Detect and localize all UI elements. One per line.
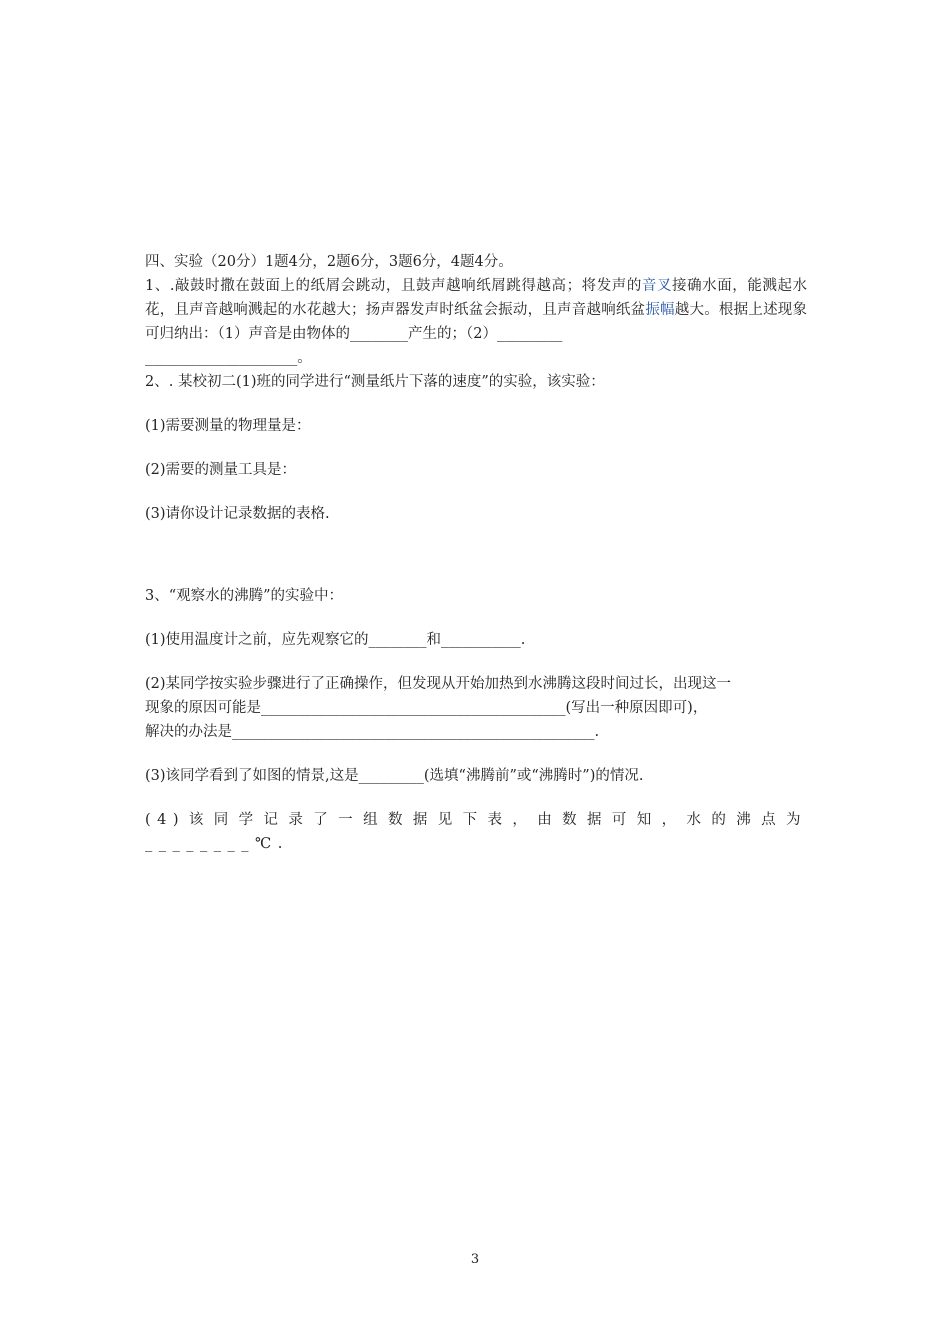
q3-item-4: (4)该同学记录了一组数据见下表，由数据可知，水的沸点为________℃.: [145, 812, 807, 852]
q2-item-1: (1)需要测量的物理量是：: [145, 418, 311, 434]
q3-item-2-line-3: 解决的办法是__________________________________________________.: [145, 724, 600, 740]
section-heading: 四、实验（20分）1题4分，2题6分，3题6分，4题4分。: [145, 254, 513, 270]
q1-text-a: 1、.敲鼓时撒在鼓面上的纸屑会跳动，且鼓声越响纸屑跳得越高；将发声的: [145, 278, 642, 294]
question-2-intro: 2、. 某校初二(1)班的同学进行“测量纸片下落的速度”的实验，该实验：: [145, 374, 605, 390]
link-amplitude[interactable]: 振幅: [645, 302, 675, 318]
q1-text-b: 接确水面，能溅起水花，且声音越响溅起的水花越大；扬声器发声时纸盆会振动，且声音越响纸盆: [145, 278, 807, 318]
q2-item-2: (2)需要的测量工具是：: [145, 462, 297, 478]
q3-item-2-line-2: 现象的原因可能是__________________________________________(写出一种原因即可)，: [145, 700, 708, 716]
q3-item-1: (1)使用温度计之前，应先观察它的________和___________.: [145, 632, 526, 648]
question-3-intro: 3、“观察水的沸腾”的实验中：: [145, 588, 344, 604]
question-1: [145, 274, 807, 346]
q2-item-3: (3)请你设计记录数据的表格.: [145, 506, 330, 522]
q3-item-2-line-1: (2)某同学按实验步骤进行了正确操作，但发现从开始加热到水沸腾这段时间过长，出现这一: [145, 676, 732, 692]
q1-text-c: 越大。根据上述现象可归纳出：（1）声音是由物体的________产生的；（2）_________: [145, 302, 808, 342]
page-number: 3: [470, 1252, 480, 1267]
link-tuning-fork[interactable]: 音叉: [641, 278, 673, 294]
content-body: [145, 250, 807, 856]
q1-answer-line: _____________________。: [145, 350, 312, 366]
q3-item-3: (3)该同学看到了如图的情景,这是_________(选填“沸腾前”或“沸腾时”)的情况.: [145, 768, 644, 784]
